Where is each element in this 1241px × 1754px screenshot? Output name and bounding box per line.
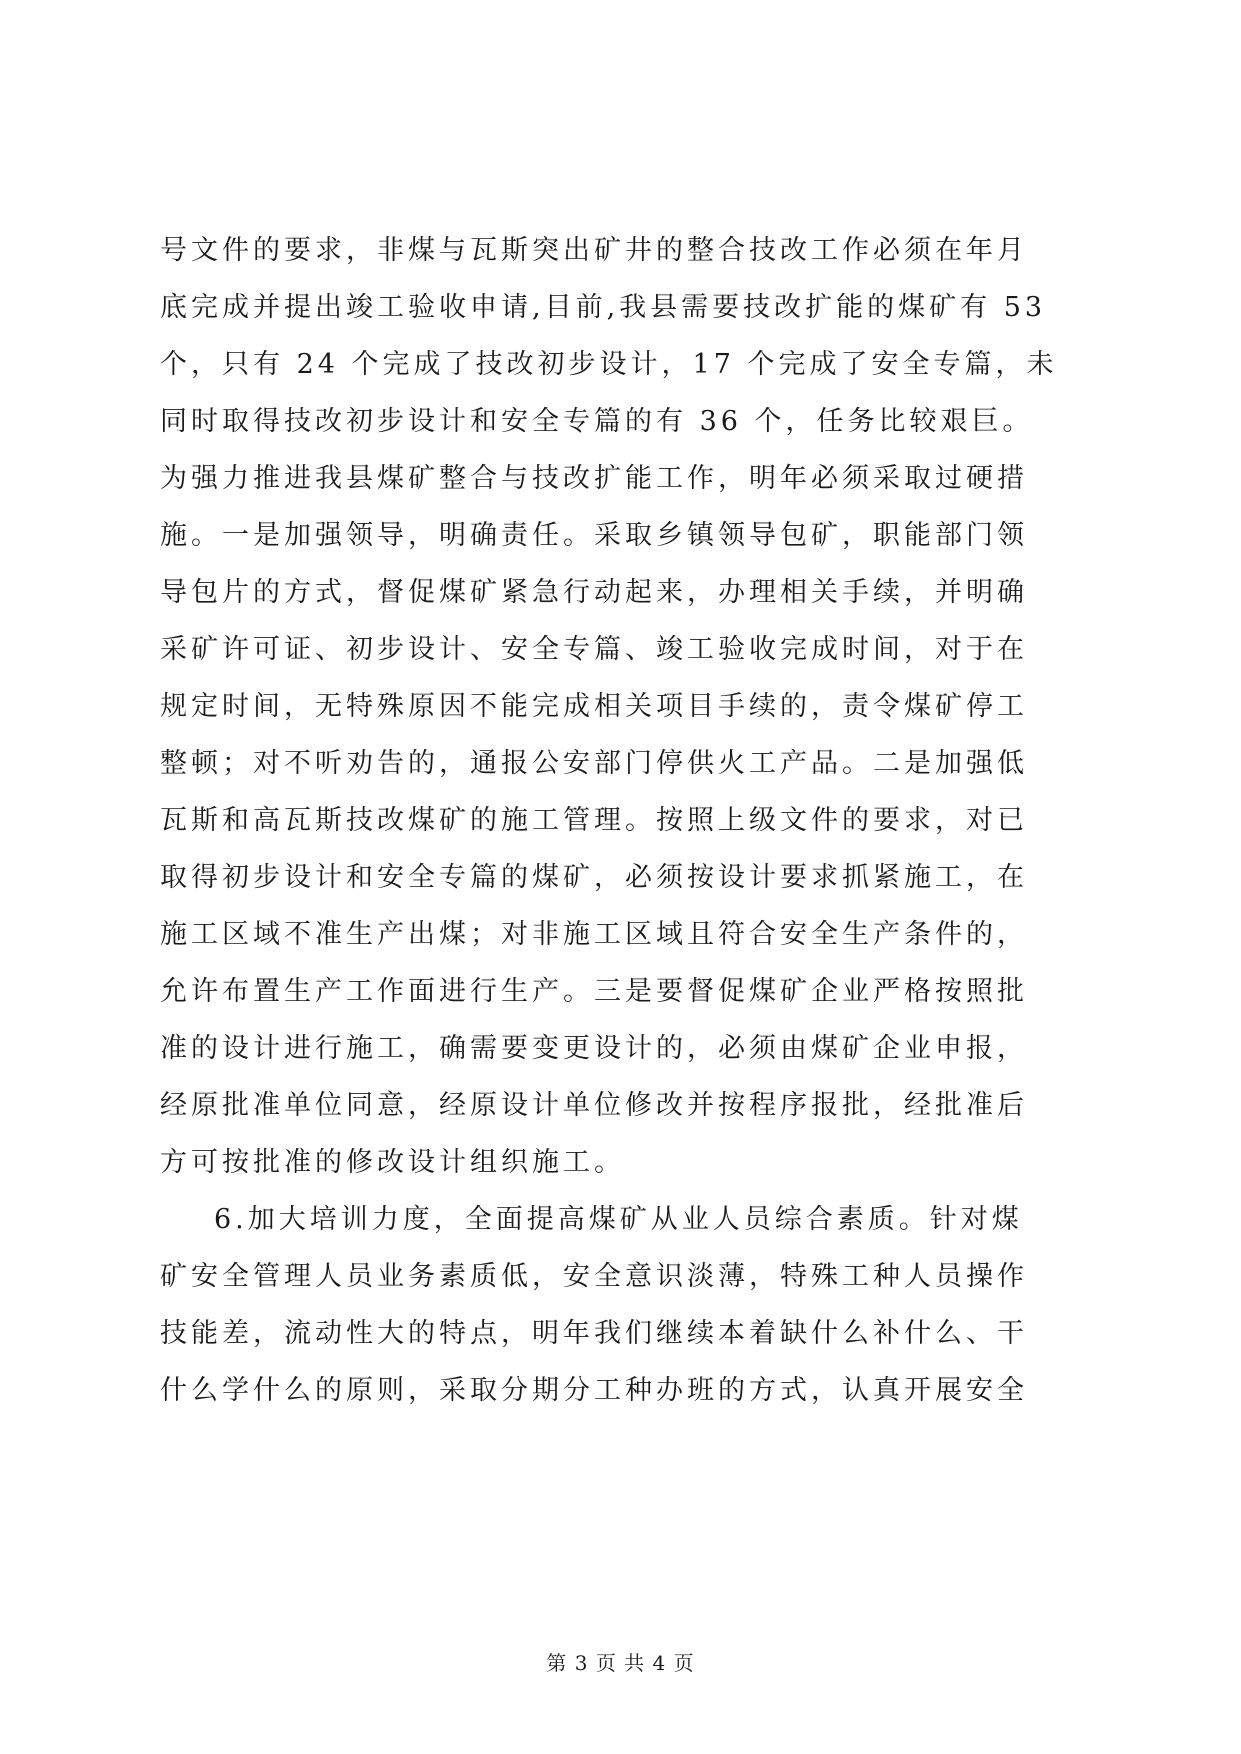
text-line-8: 采矿许可证、初步设计、安全专篇、竣工验收完成时间，对于在 xyxy=(160,634,1028,665)
text-line-9: 规定时间，无特殊原因不能完成相关项目手续的，责令煤矿停工 xyxy=(160,691,1028,722)
text-line-20: 技能差，流动性大的特点，明年我们继续本着缺什么补什么、干 xyxy=(160,1318,1028,1349)
text-line-3: 个，只有 24 个完成了技改初步设计，17 个完成了安全专篇，未 xyxy=(160,349,1058,380)
text-line-4: 同时取得技改初步设计和安全专篇的有 36 个，任务比较艰巨。 xyxy=(160,406,1034,437)
text-line-13: 施工区域不准生产出煤；对非施工区域且符合安全生产条件的， xyxy=(160,919,1028,950)
text-line-5: 为强力推进我县煤矿整合与技改扩能工作，明年必须采取过硬措 xyxy=(160,463,1028,494)
text-line-7: 导包片的方式，督促煤矿紧急行动起来，办理相关手续，并明确 xyxy=(160,577,1028,608)
page-footer: 第 3 页 共 4 页 xyxy=(546,1651,695,1675)
text-line-10: 整顿；对不听劝告的，通报公安部门停供火工产品。二是加强低 xyxy=(160,748,1028,779)
text-line-15: 准的设计进行施工，确需要变更设计的，必须由煤矿企业申报， xyxy=(160,1033,1028,1064)
text-line-1: 号文件的要求，非煤与瓦斯突出矿井的整合技改工作必须在年月 xyxy=(160,235,1028,266)
text-line-19: 矿安全管理人员业务素质低，安全意识淡薄，特殊工种人员操作 xyxy=(160,1261,1028,1292)
text-line-11: 瓦斯和高瓦斯技改煤矿的施工管理。按照上级文件的要求，对已 xyxy=(160,805,1028,836)
text-line-14: 允许布置生产工作面进行生产。三是要督促煤矿企业严格按照批 xyxy=(160,976,1028,1007)
text-line-2: 底完成并提出竣工验收申请,目前,我县需要技改扩能的煤矿有 53 xyxy=(160,292,1047,323)
text-line-17: 方可按批准的修改设计组织施工。 xyxy=(160,1147,625,1178)
paragraph-6-first-line: 6.加大培训力度，全面提高煤矿从业人员综合素质。针对煤 xyxy=(214,1204,1023,1235)
text-line-12: 取得初步设计和安全专篇的煤矿，必须按设计要求抓紧施工，在 xyxy=(160,862,1028,893)
text-line-21: 什么学什么的原则，采取分期分工种办班的方式，认真开展安全 xyxy=(160,1375,1028,1406)
text-line-16: 经原批准单位同意，经原设计单位修改并按程序报批，经批准后 xyxy=(160,1090,1028,1121)
text-line-6: 施。一是加强领导，明确责任。采取乡镇领导包矿，职能部门领 xyxy=(160,520,1028,551)
